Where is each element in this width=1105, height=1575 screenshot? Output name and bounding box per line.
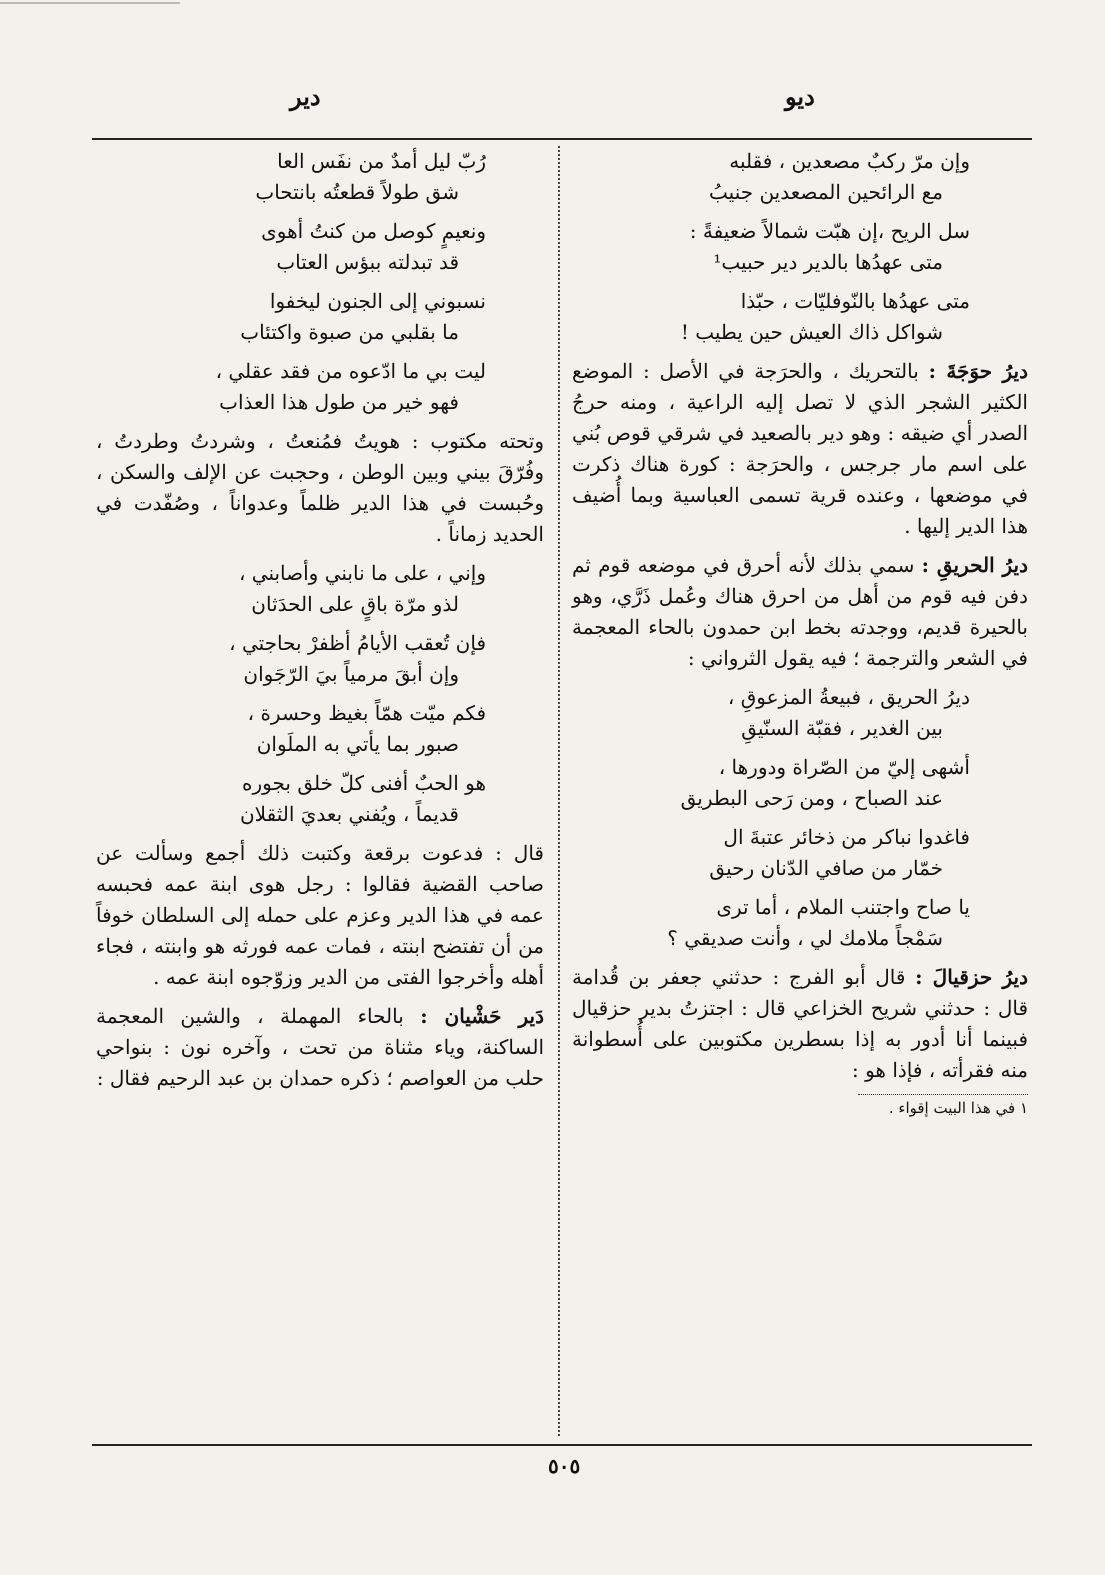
entry-headword: ديرُ حوَجَةَ :: [928, 359, 1028, 383]
verse: [572, 682, 1028, 744]
verse-line: نسبوني إلى الجنون ليخفوا: [269, 289, 486, 313]
running-head-right: ديو: [785, 82, 815, 111]
verse-line: هو الحبٌ أفنى كلّ خلق بجوره: [242, 771, 486, 795]
verse: [96, 286, 544, 348]
verse: [96, 768, 544, 830]
entry-dayr-hizqiyal: [572, 962, 1028, 1086]
entry-text: قال أبو الفرج : حدثني جعفر بن قُدامة قال : حدثني شريح الخزاعي قال : اجتزتُ بدير حزقيال فبينما أنا أدور به إذا بسطرين مكتوبين على أُسطوانة منه فقرأته ، فإذا هو :: [572, 965, 1028, 1082]
entry-dayr-hawaja: [572, 356, 1028, 542]
verse-line: ونعيمٍ كوصل من كنتُ أهوى: [261, 219, 486, 243]
verse-line: عند الصباح ، ومن رَحى البطريق: [680, 786, 943, 810]
verse: [96, 698, 544, 760]
verse: [572, 822, 1028, 884]
verse: [572, 752, 1028, 814]
verse: [96, 558, 544, 620]
entry-text: بالحاء المهملة ، والشين المعجمة الساكنة، وياء مثناة من تحت ، وآخره نون : بنواحي حلب من العواصم ؛ ذكره حمدان بن عبد الرحيم فقال :: [96, 1004, 544, 1090]
verse-line: ليت بي ما ادّعوه من فقد عقلي ،: [215, 359, 486, 383]
page-number: ٥٠٥: [548, 1454, 581, 1478]
verse-line: شق طولاً قطعتُه بانتحاب: [255, 180, 459, 204]
prose-paragraph: قال : فدعوت برقعة وكتبت ذلك أجمع وسألت عن صاحب القضية فقالوا : رجل هوى ابنة عمه فحبسه عمه في هذا الدير وعزم على حمله إلى السلطان خوفاً من أن تفتضح ابنته ، فمات عمه فورثه هو وابنته ، فجاء أهله وأخرجوا الفتى من الدير وزوّجوه ابنة عمه .: [96, 841, 544, 989]
verse-line: بين الغدير ، فقبّة السنّيقِ: [741, 716, 943, 740]
verse: [96, 628, 544, 690]
footnote-rule: [858, 1094, 1028, 1095]
verse: [572, 216, 1028, 278]
left-column: [96, 146, 544, 1102]
verse-line: خمّار من صافي الدّنان رحيق: [709, 856, 943, 880]
verse-line: وإن أبقَ مرمياً بيَ الرّجَوان: [243, 662, 459, 686]
verse-line: قديماً ، ويُفني بعديَ الثقلان: [239, 802, 459, 826]
entry-headword: دَير حَشْيان :: [420, 1004, 545, 1028]
entry-dayr-hariq: [572, 550, 1028, 674]
verse-line: قد تبدلته ببؤس العتاب: [276, 250, 459, 274]
verse-line: متى عهدُها بالنّوفليّات ، حبّذا: [740, 289, 970, 313]
scan-edge-mark: [0, 2, 180, 4]
verse: [96, 216, 544, 278]
verse-line: متى عهدُها بالدير دير حبيب¹: [713, 250, 943, 274]
top-rule: [92, 138, 1032, 140]
verse-line: وإني ، على ما نابني وأصابني ،: [238, 561, 486, 585]
verse-line: فهو خير من طول هذا العذاب: [219, 390, 459, 414]
entry-text: بالتحريك ، والحرَجة في الأصل : الموضع الكثير الشجر الذي لا تصل إليه الراعية ، ومنه حرجُ الصدر أي ضيقه : وهو دير بالصعيد في شرقي قوص بُني على اسم مار جرجس ، والحرَجة : كورة هناك ذكرت في موضعها ، وعنده قرية تسمى العباسية وبما أُضيف هذا الدير إليها .: [572, 359, 1028, 538]
bottom-rule: [92, 1444, 1032, 1446]
verse-line: أشهى إليّ من الصّراة ودورها ،: [718, 755, 970, 779]
verse: [572, 892, 1028, 954]
verse-line: صبور بما يأتي به الملَوان: [256, 732, 459, 756]
verse-line: شواكل ذاك العيش حين يطيب !: [680, 320, 943, 344]
verse-line: سَمْجاً ملامك لي ، وأنت صديقي ؟: [667, 926, 943, 950]
verse: [572, 146, 1028, 208]
prose-paragraph: وتحته مكتوب : هويتُ فمُنعتُ ، وشردتُ وطردتُ ، وفُرّقَ بيني وبين الوطن ، وحجبت عن الإلف والسكن ، وحُبست في هذا الدير ظلماً وعدواناً ، وصُفّدت في الحديد زماناً .: [96, 429, 544, 546]
verse: [96, 146, 544, 208]
verse-line: لذو مرّة باقٍ على الحدَثان: [251, 592, 459, 616]
column-divider: [558, 146, 560, 1436]
verse-line: ديرُ الحريق ، فبيعةُ المزعوقِ ،: [727, 685, 970, 709]
entry-dayr-hashyan: [96, 1001, 544, 1094]
verse-line: مع الرائحين المصعدين جنيبُ: [709, 180, 943, 204]
verse-line: فكم ميّت همّاً بغيظ وحسرة ،: [247, 701, 486, 725]
verse-line: رُبّ ليل أمدٌ من نفَس العا: [277, 149, 486, 173]
verse: [96, 356, 544, 418]
right-column: [572, 146, 1028, 1119]
footnote: ١ في هذا البيت إقواء .: [888, 1099, 1028, 1117]
verse-line: وإن مرّ ركبٌ مصعدين ، فقلبه: [729, 149, 970, 173]
verse: [572, 286, 1028, 348]
verse-line: يا صاح واجتنب الملام ، أما ترى: [716, 895, 970, 919]
verse-line: ما بقلبي من صبوة واكتئاب: [240, 320, 459, 344]
verse-line: فاغدوا نباكر من ذخائر عتبةَ ال: [723, 825, 970, 849]
verse-line: فإن تُعقب الأيامُ أظفرْ بحاجتي ،: [229, 631, 486, 655]
verse-line: سل الريح ،إن هبّت شمالاً ضعيفةً :: [689, 219, 970, 243]
entry-headword: ديرُ الحريقِ :: [921, 553, 1028, 577]
entry-text: سمي بذلك لأنه أحرق في موضعه قوم ثم دفن فيه قوم من أهل من احرق هناك وعُمل ذَرَّي، وهو بالحيرة قديم، ووجدته بخط ابن حمدون بالحاء المعجمة في الشعر والترجمة ؛ فيه يقول الثرواني :: [572, 553, 1028, 670]
entry-headword: ديرُ حزقيالَ :: [915, 965, 1029, 989]
running-head-left: دير: [290, 82, 321, 111]
